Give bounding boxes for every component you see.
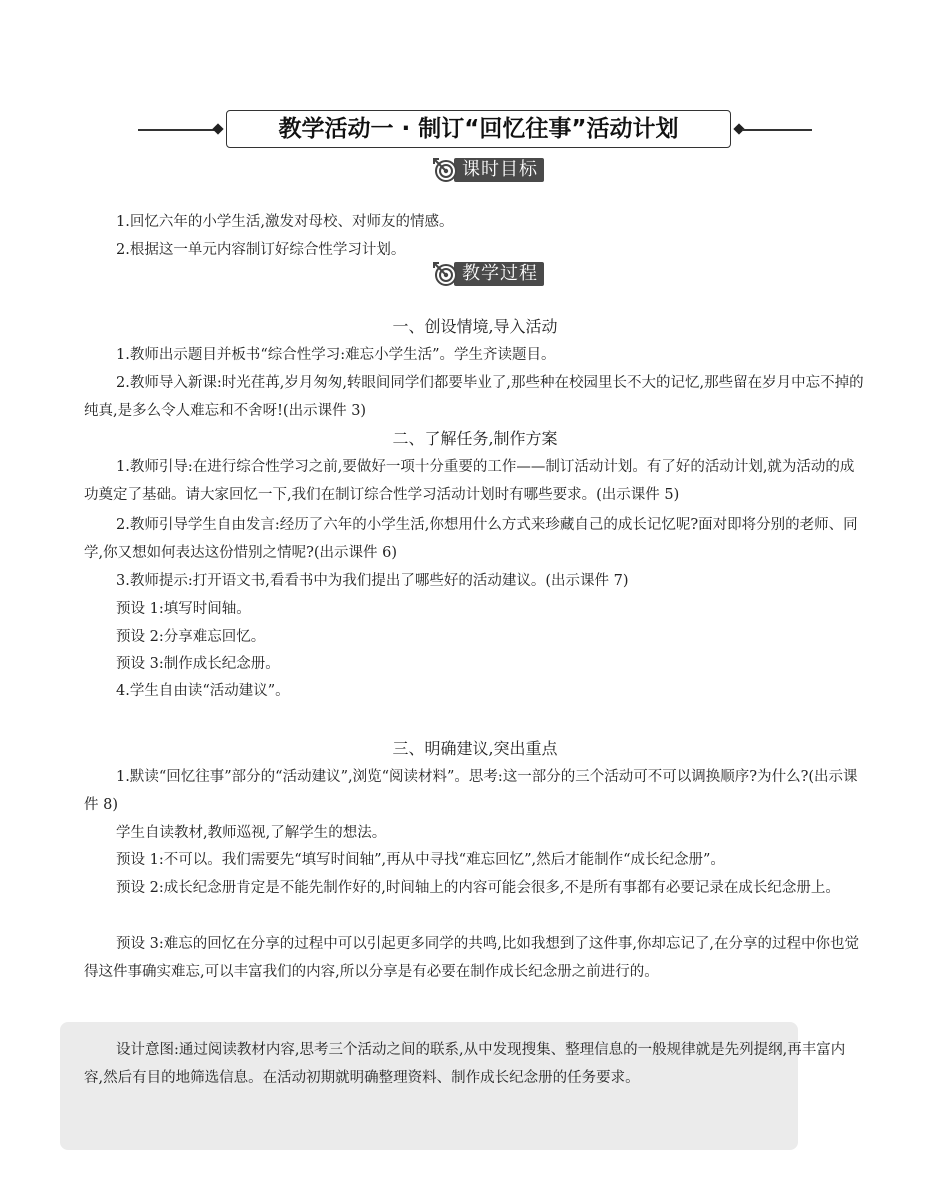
page-title: 教学活动一 · 制订“回忆往事”活动计划 [226,110,731,148]
section-2-preset-3: 预设 3:制作成长纪念册。 [116,656,280,672]
section-2-para-4: 4.学生自由读“活动建议”。 [116,683,290,699]
title-banner [0,110,950,150]
process-badge-label: 教学过程 [454,262,544,286]
section-3-para-2: 学生自读教材,教师巡视,了解学生的想法。 [116,825,387,841]
section-1-heading: 一、创设情境,导入活动 [392,317,558,336]
section-2-para-2: 2.教师引导学生自由发言:经历了六年的小学生活,你想用什么方式来珍藏自己的成长记忆呢?面对即将分别的老师、同学,你又想如何表达这份惜别之情呢?(出示课件 6) [84,517,858,561]
title-rule-left [138,129,218,131]
section-2-preset-2: 预设 2:分享难忘回忆。 [116,629,266,645]
section-1-para-1: 1.教师出示题目并板书“综合性学习:难忘小学生活”。学生齐读题目。 [116,347,556,363]
section-2-para-3: 3.教师提示:打开语文书,看看书中为我们提出了哪些好的活动建议。(出示课件 7) [116,573,629,589]
objectives-badge [432,157,544,183]
section-2-heading: 二、了解任务,制作方案 [392,429,558,448]
section-2-para-1: 1.教师引导:在进行综合性学习之前,要做好一项十分重要的工作——制订活动计划。有了好的活动计划,就为活动的成功奠定了基础。请大家回忆一下,我们在制订综合性学习活动计划时有哪些要求。(出示课件 5) [84,459,855,503]
design-intent-text: 设计意图:通过阅读教材内容,思考三个活动之间的联系,从中发现搜集、整理信息的一般规律就是先列提纲,再丰富内容,然后有目的地筛选信息。在活动初期就明确整理资料、制作成长纪念册的任务要求。 [84,1042,846,1086]
section-1-para-2: 2.教师导入新课:时光荏苒,岁月匆匆,转眼间同学们都要毕业了,那些种在校园里长不大的记忆,那些留在岁月中忘不掉的纯真,是多么令人难忘和不舍呀!(出示课件 3) [84,375,864,419]
title-ornament-left [212,123,223,134]
process-badge [432,261,544,287]
title-rule-right [742,129,812,131]
target-icon [432,261,458,287]
objective-2: 2.根据这一单元内容制订好综合性学习计划。 [116,242,406,258]
section-3-preset-3: 预设 3:难忘的回忆在分享的过程中可以引起更多同学的共鸣,比如我想到了这件事,你却忘记了,在分享的过程中你也觉得这件事确实难忘,可以丰富我们的内容,所以分享是有必要在制作成长纪念册之前进行的。 [84,936,860,980]
objective-1: 1.回忆六年的小学生活,激发对母校、对师友的情感。 [116,214,454,230]
objectives-badge-label: 课时目标 [454,158,544,182]
section-3-preset-1: 预设 1:不可以。我们需要先“填写时间轴”,再从中寻找“难忘回忆”,然后才能制作“成长纪念册”。 [116,852,725,868]
section-2-preset-1: 预设 1:填写时间轴。 [116,601,251,617]
section-3-preset-2: 预设 2:成长纪念册肯定是不能先制作好的,时间轴上的内容可能会很多,不是所有事都有必要记录在成长纪念册上。 [116,880,840,896]
section-3-heading: 三、明确建议,突出重点 [392,739,558,758]
section-3-para-1: 1.默读“回忆往事”部分的“活动建议”,浏览“阅读材料”。思考:这一部分的三个活动可不可以调换顺序?为什么?(出示课件 8) [84,769,858,813]
target-icon [432,157,458,183]
